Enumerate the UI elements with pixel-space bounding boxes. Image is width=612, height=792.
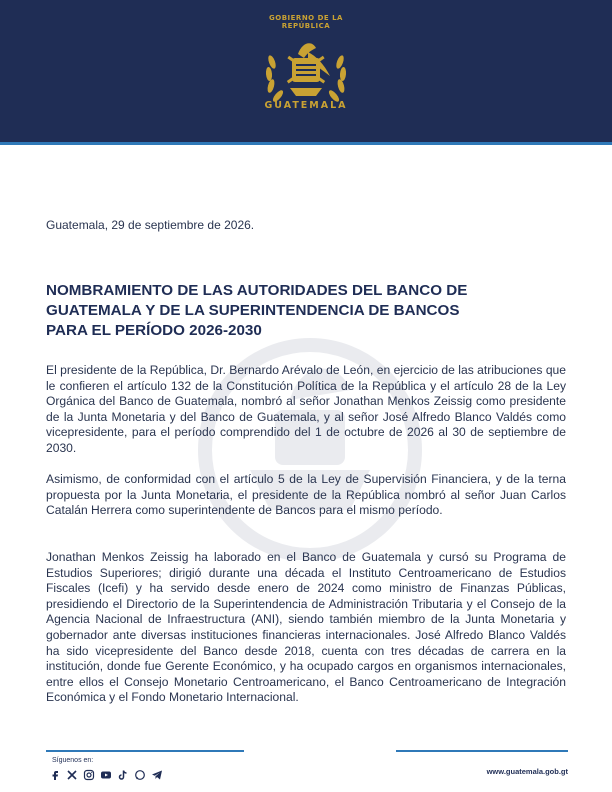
body-paragraph: Asimismo, de conformidad con el artículo 5 de la Ley de Supervisión Financiera, y de la terna propuesta por la Junta Monetaria, el presidente de la República nombró al señor Juan Carlos Catalán Herrera como superintendente de Bancos para el mismo período. xyxy=(46,472,566,518)
whatsapp-icon[interactable] xyxy=(134,769,146,781)
document-title xyxy=(46,281,566,341)
facebook-icon[interactable] xyxy=(49,769,61,781)
header-stripe xyxy=(0,142,612,145)
seal-bottom-text: GUATEMALA xyxy=(264,100,348,111)
seal-emblem-icon xyxy=(246,12,366,136)
footer-divider-right xyxy=(396,750,568,752)
footer-divider-left xyxy=(46,750,244,752)
title-line: GUATEMALA Y DE LA SUPERINTENDENCIA DE BANCOS xyxy=(46,302,460,319)
youtube-icon[interactable] xyxy=(100,769,112,781)
instagram-icon[interactable] xyxy=(83,769,95,781)
header-banner xyxy=(0,0,612,142)
telegram-icon[interactable] xyxy=(151,769,163,781)
government-seal xyxy=(246,12,366,136)
body-paragraph: Jonathan Menkos Zeissig ha laborado en el Banco de Guatemala y cursó su Programa de Estudios Superiores; dirigió durante una década el Instituto Centroamericano de Estudios Fiscales (Icefi) y ha servido desde enero de 2024 como ministro de Finanzas Públicas, presidiendo el Directorio de la Superintendencia de Administración Tributaria y el Consejo de la Agencia Nacional de Infraestructura (ANI), siendo también miembro de la Junta Monetaria y gobernador ante diversas instituciones financieras internacionales. José Alfredo Blanco Valdés ha sido vicepresidente del Banco desde 2018, cuenta con tres décadas de carrera en la institución, donde fue Gerente Económico, y ha ocupado cargos en organismos internacionales, entre ellos el Consejo Monetario Centroamericano, el Banco Centroamericano de Integración Económica y el Fondo Monetario Internacional. xyxy=(46,550,566,705)
x-icon[interactable] xyxy=(66,769,78,781)
tiktok-icon[interactable] xyxy=(117,769,129,781)
social-links xyxy=(49,768,163,782)
follow-us-label: Síguenos en: xyxy=(52,757,94,764)
document-date: Guatemala, 29 de septiembre de 2026. xyxy=(46,218,255,232)
website-link[interactable]: www.guatemala.gob.gt xyxy=(486,767,568,776)
body-paragraph: El presidente de la República, Dr. Bernardo Arévalo de León, en ejercicio de las atribuciones que le confieren el artículo 132 de la Constitución Política de la República y el artículo 28 de la Ley Orgánica del Banco de Guatemala, nombró al señor Jonathan Menkos Zeissig como presidente de la Junta Monetaria y del Banco de Guatemala, y al señor José Alfredo Blanco Valdés como vicepresidente, para el período comprendido del 1 de octubre de 2026 al 30 de septiembre de 2030. xyxy=(46,363,566,455)
title-line: PARA EL PERÍODO 2026-2030 xyxy=(46,322,262,339)
seal-top-text: GOBIERNO DE LA REPÚBLICA xyxy=(269,14,343,30)
title-line: NOMBRAMIENTO DE LAS AUTORIDADES DEL BANCO DE xyxy=(46,282,468,299)
